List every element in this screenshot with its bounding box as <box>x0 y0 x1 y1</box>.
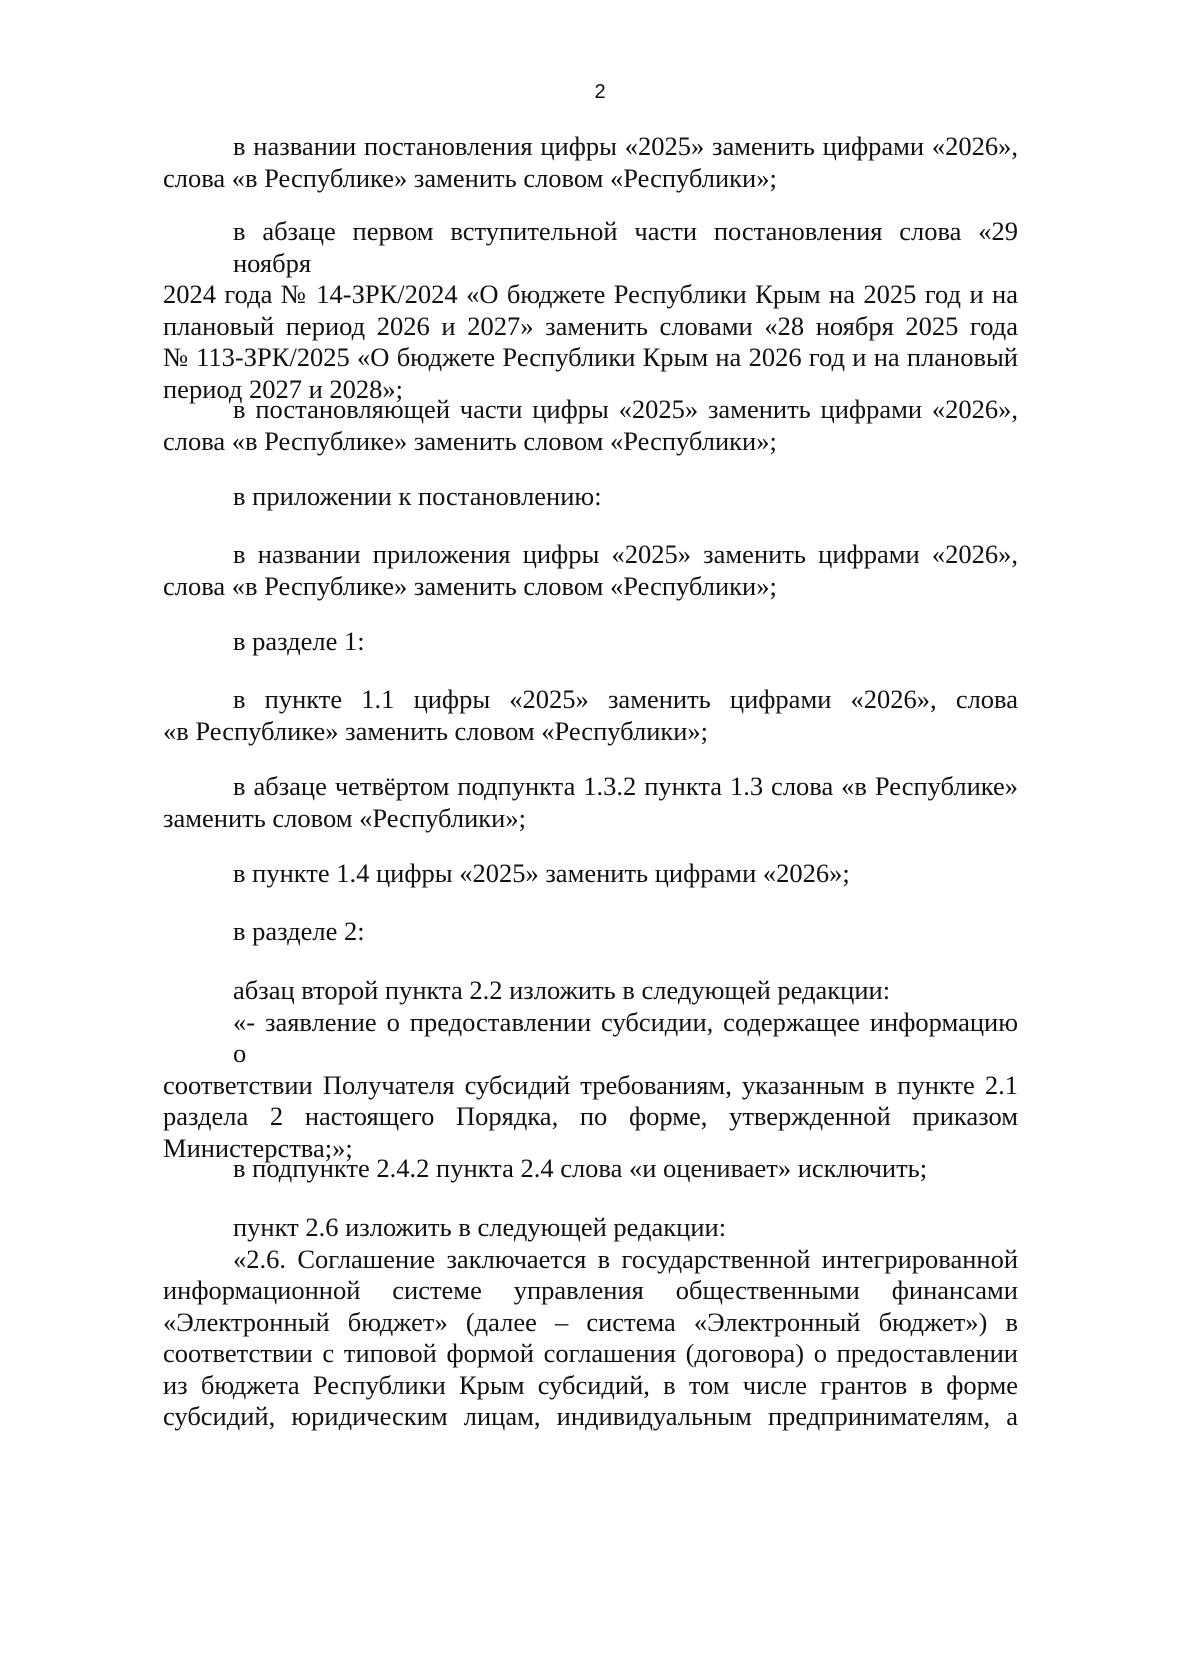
text-line: слова «в Республике» заменить словом «Республики»; <box>163 162 777 193</box>
text-line: соответствии Получателя субсидий требованиям, указанным в пункте 2.1 <box>163 1069 1018 1100</box>
text-line: субсидий, юридическим лицам, индивидуальным предпринимателям, а <box>163 1401 1018 1431</box>
text-line: плановый период 2026 и 2027» заменить словами «28 ноября 2025 года <box>163 310 1018 341</box>
paragraph-operative-amendment <box>163 394 1018 457</box>
text-line: в постановляющей части цифры «2025» заменить цифрами «2026», <box>233 394 1018 424</box>
text-line: «- заявление о предоставлении субсидии, содержащее информацию о <box>233 1006 1018 1068</box>
paragraph-annex-title-amendment <box>163 539 1018 602</box>
paragraph-preamble-amendment <box>163 216 1018 405</box>
text-line: абзац второй пункта 2.2 изложить в следующей редакции: <box>233 975 891 1005</box>
text-line: из бюджета Республики Крым субсидий, в том числе грантов в форме <box>163 1369 1018 1400</box>
paragraph-item-1-1 <box>163 684 1018 747</box>
text-line: в пункте 1.4 цифры «2025» заменить цифрами «2026»; <box>233 858 850 888</box>
text-line: в приложении к постановлению: <box>233 481 602 511</box>
paragraph-section-1 <box>163 626 1018 658</box>
text-line: период 2027 и 2028»; <box>163 373 404 404</box>
text-line: слова «в Республике» заменить словом «Республики»; <box>163 570 777 601</box>
text-line: в пункте 1.1 цифры «2025» заменить цифрами «2026», слова <box>233 684 1018 714</box>
text-line: в разделе 2: <box>233 916 365 946</box>
text-line: раздела 2 настоящего Порядка, по форме, утвержденной приказом <box>163 1101 1018 1131</box>
text-line: 2024 года № 14-ЗРК/2024 «О бюджете Республики Крым на 2025 год и на <box>163 279 1018 309</box>
paragraph-item-2-2 <box>163 975 1018 1164</box>
paragraph-item-2-6 <box>163 1212 1018 1433</box>
text-line: слова «в Республике» заменить словом «Республики»; <box>163 425 777 456</box>
paragraph-item-1-3-2 <box>163 771 1018 834</box>
text-line: в названии приложения цифры «2025» заменить цифрами «2026», <box>233 539 1018 569</box>
paragraph-item-1-4 <box>163 858 1018 890</box>
paragraph-title-amendment <box>163 131 1018 194</box>
text-line: в абзаце четвёртом подпункта 1.3.2 пункта 1.3 слова «в Республике» <box>233 771 1018 801</box>
paragraph-section-2 <box>163 916 1018 948</box>
text-line: Министерства;»; <box>163 1132 353 1163</box>
text-line: «Электронный бюджет» (далее – система «Электронный бюджет») в <box>163 1306 1018 1337</box>
text-line: информационной системе управления общественными финансами <box>163 1275 1018 1305</box>
paragraph-item-2-4-2 <box>163 1153 1018 1185</box>
text-line: пункт 2.6 изложить в следующей редакции: <box>233 1212 727 1242</box>
text-line: в подпункте 2.4.2 пункта 2.4 слова «и оценивает» исключить; <box>233 1153 928 1183</box>
text-line: заменить словом «Республики»; <box>163 802 526 833</box>
text-line: в названии постановления цифры «2025» заменить цифрами «2026», <box>233 131 1018 161</box>
text-line: в абзаце первом вступительной части постановления слова «29 ноября <box>233 216 1018 278</box>
text-line: соответствии с типовой формой соглашения (договора) о предоставлении <box>163 1338 1018 1368</box>
paragraph-annex-heading <box>163 481 1018 513</box>
text-line: «2.6. Соглашение заключается в государственной интегрированной <box>233 1243 1018 1274</box>
text-line: в разделе 1: <box>233 626 365 656</box>
text-line: «в Республике» заменить словом «Республики»; <box>163 715 709 746</box>
text-line: № 113-ЗРК/2025 «О бюджете Республики Крым на 2026 год и на плановый <box>163 342 1018 372</box>
page-number: 2 <box>594 81 606 103</box>
